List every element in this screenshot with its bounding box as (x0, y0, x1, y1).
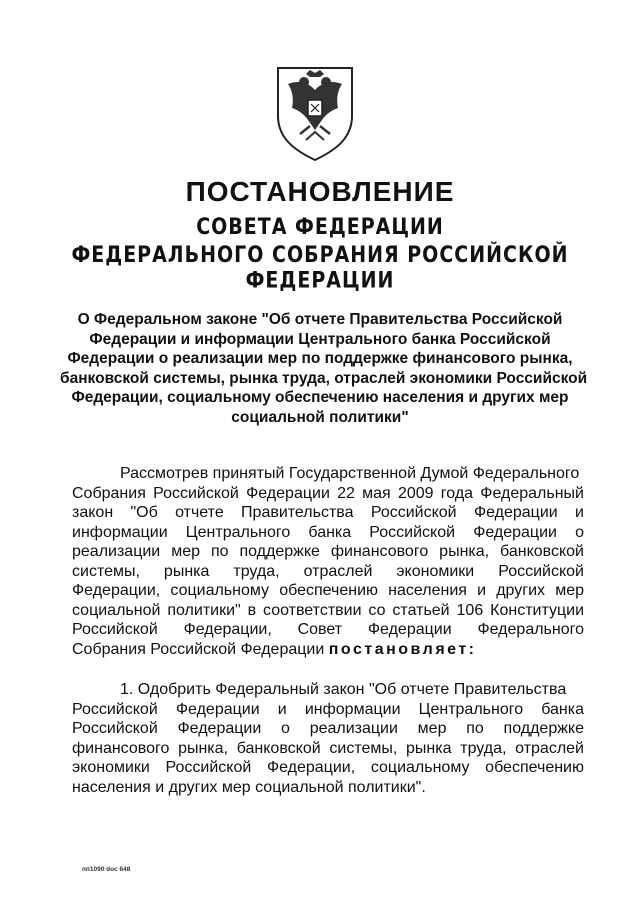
paragraph-line: населения и других мер социальной политики". (72, 778, 426, 796)
paragraph-last-line (72, 640, 584, 660)
paragraph-line: реализации мер по поддержке финансового рынка, банковской (72, 543, 584, 560)
paragraph-line: Собрания Российской Федерации 22 мая 2009 года Федеральный (72, 484, 584, 502)
paragraph-line: Российской Федерации, Совет Федерации Федерального (72, 621, 584, 638)
paragraph-line: Рассмотрев принятый Государственной Думой Федерального (120, 465, 580, 482)
resolves-keyword: постановляет: (328, 640, 477, 658)
paragraph-line: социальной политики" в соответствии со статьей 106 Конституции (72, 601, 584, 619)
heading-line: Федерации о реализации мер по поддержке финансового рынка, (67, 350, 573, 367)
heading-line: социальной политики" (231, 408, 409, 426)
heading-line: О Федеральном законе "Об отчете Правительства Российской (77, 311, 563, 328)
paragraph-line: Российской Федерации и информации Центрального банка (72, 700, 584, 718)
paragraph-line: финансового рынка, банковской системы, рынка труда, отраслей (72, 739, 584, 757)
heading-line: банковской системы, рынка труда, отраслей экономики Российской (60, 369, 588, 387)
document-title: ПОСТАНОВЛЕНИЕ (185, 176, 455, 207)
document-subtitle-council: СОВЕТА ФЕДЕРАЦИИ (196, 214, 444, 240)
paragraph-line: системы, рынка труда, отраслей экономики Российской (72, 562, 584, 580)
paragraph-line-text: Собрания Российской Федерации (72, 640, 325, 658)
heading-line: Федерации и информации Центрального банка Российской (89, 330, 551, 348)
resolution-heading (60, 310, 588, 427)
document-subtitle-assembly: ФЕДЕРАЛЬНОГО СОБРАНИЯ РОССИЙСКОЙ ФЕДЕРАЦИИ (71, 242, 569, 294)
paragraph-line: информации Центрального банка Российской Федерации о (72, 523, 584, 541)
clause-1-paragraph (72, 680, 584, 797)
file-reference: пп1090 doc 648 (82, 866, 131, 873)
paragraph-line: экономики Российской Федерации, социальному обеспечению (72, 759, 584, 776)
heading-line: Федерации, социальному обеспечению населения и других мер (71, 389, 569, 406)
paragraph-line: 1. Одобрить Федеральный закон "Об отчете Правительства (120, 681, 567, 698)
paragraph-line: Российской Федерации о реализации мер по поддержке (72, 720, 584, 737)
paragraph-line: закон "Об отчете Правительства Российской Федерации и (72, 504, 584, 521)
preamble-paragraph (72, 464, 584, 659)
coat-of-arms-icon (270, 64, 360, 164)
paragraph-line: Федерации, социальному обеспечению населения и других мер (72, 582, 584, 599)
